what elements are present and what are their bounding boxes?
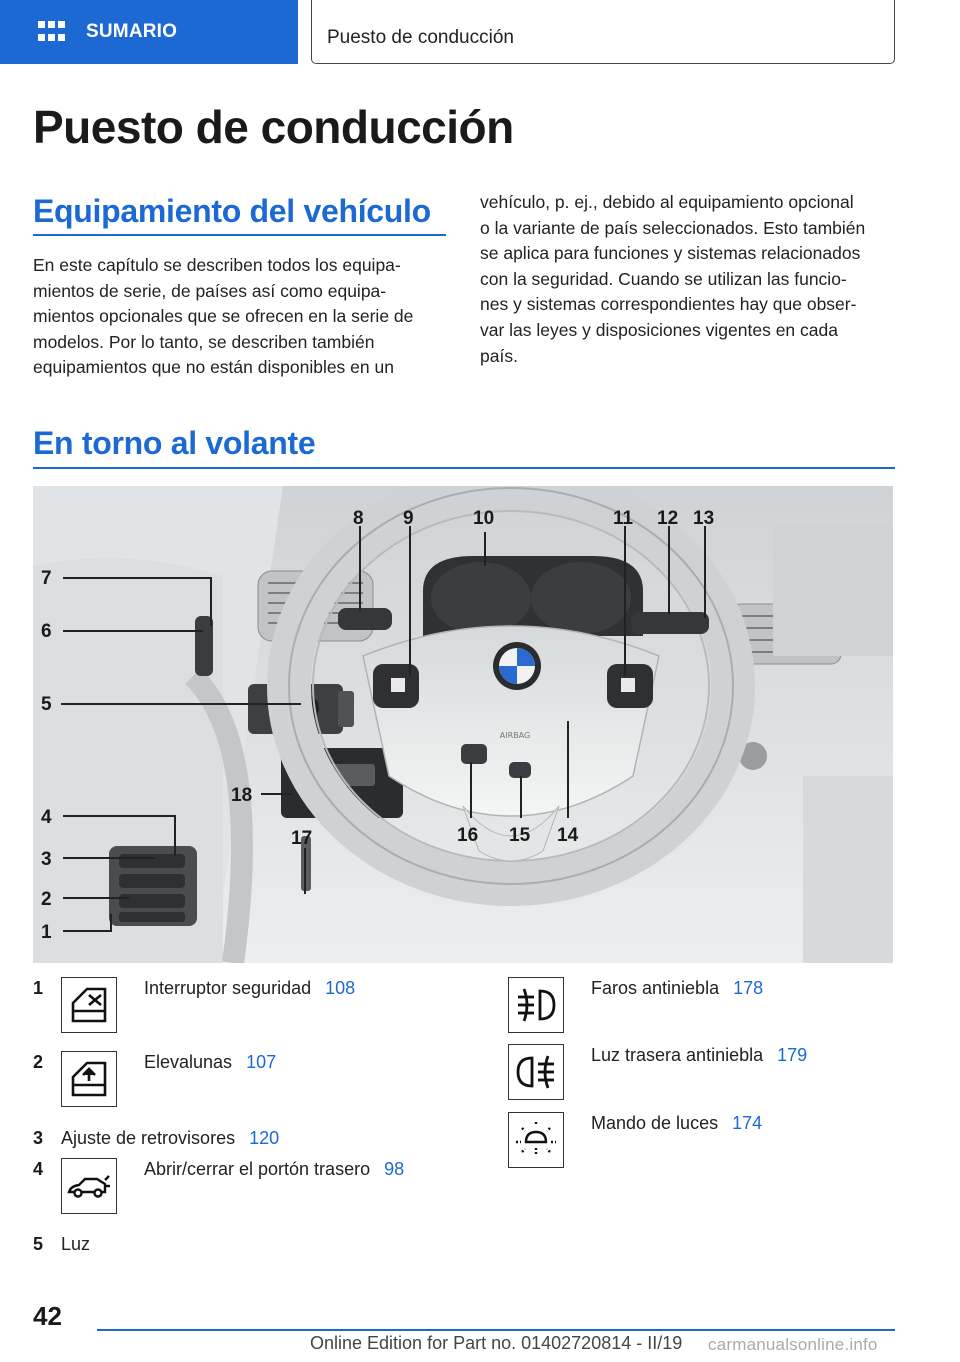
section-title-steering-wheel: En torno al volante	[33, 425, 316, 461]
page-reference-link[interactable]: 108	[325, 978, 356, 998]
summary-button-label: SUMARIO	[86, 21, 178, 42]
callout-7: 7	[41, 568, 52, 589]
callout-9: 9	[403, 508, 414, 529]
equipment-text-col2	[480, 190, 900, 369]
page-reference-link[interactable]: 179	[777, 1045, 808, 1065]
grid-menu-icon	[38, 21, 66, 43]
legend-item	[33, 1233, 90, 1255]
section-divider	[33, 467, 895, 469]
legend-item	[508, 1044, 807, 1100]
page-reference-link[interactable]: 174	[732, 1113, 763, 1133]
rear-fog-light-icon	[508, 1044, 564, 1100]
page-reference-link[interactable]: 178	[733, 978, 764, 998]
legend-number: 1	[33, 978, 44, 998]
page-reference-link[interactable]: 98	[384, 1159, 405, 1179]
page-reference-link[interactable]: 107	[246, 1052, 277, 1072]
window-lock-icon	[61, 977, 117, 1033]
text-line: En este capítulo se describen todos los equipa-	[33, 255, 401, 275]
legend-item	[33, 977, 355, 1033]
callout-10: 10	[473, 508, 495, 529]
equipment-text-col1	[33, 253, 448, 381]
page-reference-link[interactable]: 120	[249, 1128, 280, 1148]
cockpit-drawing	[33, 486, 893, 963]
callout-8: 8	[353, 508, 364, 529]
legend-text: Elevalunas	[144, 1052, 233, 1072]
legend-text: Abrir/cerrar el portón trasero	[144, 1159, 371, 1179]
section-title-equipment: Equipamiento del vehículo	[33, 193, 431, 229]
light-switch-icon	[508, 1112, 564, 1168]
text-line: se aplica para funciones y sistemas relacionados	[480, 243, 861, 264]
callout-3: 3	[41, 849, 52, 870]
legend-text: Faros antiniebla	[591, 978, 720, 998]
text-line: mientos de serie, de países así como equipa-	[33, 280, 387, 301]
text-line: var las leyes y disposiciones vigentes en cada	[480, 319, 838, 340]
airbag-label: AIRBAG	[499, 731, 531, 740]
callout-16: 16	[457, 825, 479, 846]
section-divider	[33, 234, 446, 236]
callout-15: 15	[509, 825, 531, 846]
legend-number: 3	[33, 1128, 44, 1148]
legend-text: Interruptor seguridad	[144, 978, 312, 998]
callout-17: 17	[291, 828, 313, 849]
legend-item	[33, 1127, 279, 1149]
text-line: o la variante de país seleccionados. Esto también	[480, 217, 866, 238]
cockpit-illustration	[33, 486, 893, 963]
callout-14: 14	[557, 825, 579, 846]
callout-5: 5	[41, 694, 52, 715]
legend-item	[33, 1158, 404, 1214]
callout-11: 11	[613, 508, 634, 529]
legend-item	[33, 1051, 276, 1107]
legend-text: Mando de luces	[591, 1113, 719, 1133]
footer-divider	[97, 1329, 895, 1331]
callout-12: 12	[657, 508, 679, 529]
text-line: mientos opcionales que se ofrecen en la serie de	[33, 306, 414, 327]
text-line: nes y sistemas correspondientes hay que obser-	[480, 294, 857, 315]
page-number: 42	[33, 1301, 62, 1331]
legend-text: Ajuste de retrovisores	[61, 1128, 236, 1148]
text-line: vehículo, p. ej., debido al equipamiento opcional	[480, 192, 854, 212]
text-line: con la seguridad. Cuando se utilizan las funcio-	[480, 268, 847, 289]
front-fog-light-icon	[508, 977, 564, 1033]
text-line: país.	[480, 345, 518, 366]
edition-text: Online Edition for Part no. 01402720814 - II/19	[310, 1333, 683, 1353]
callout-13: 13	[693, 508, 715, 529]
tailgate-icon	[61, 1158, 117, 1214]
text-line: equipamientos que no están disponibles en un	[33, 357, 394, 378]
legend-item	[508, 977, 763, 1033]
callout-6: 6	[41, 621, 52, 642]
callout-2: 2	[41, 889, 52, 910]
text-line: modelos. Por lo tanto, se describen también	[33, 331, 375, 352]
legend-number: 4	[33, 1159, 44, 1179]
legend-number: 2	[33, 1052, 44, 1072]
legend-item	[508, 1112, 762, 1168]
summary-button[interactable]	[0, 0, 298, 64]
callout-18: 18	[231, 785, 253, 806]
page-title: Puesto de conducción	[33, 101, 514, 153]
watermark-logo: carmanualsonline.info	[708, 1335, 878, 1354]
chapter-tab[interactable]: Puesto de conducción	[311, 0, 895, 64]
legend-text: Luz trasera antiniebla	[591, 1045, 764, 1065]
legend-text: Luz	[61, 1234, 91, 1254]
callout-1: 1	[41, 922, 52, 943]
legend-number: 5	[33, 1234, 44, 1254]
callout-4: 4	[41, 807, 52, 828]
power-window-icon	[61, 1051, 117, 1107]
